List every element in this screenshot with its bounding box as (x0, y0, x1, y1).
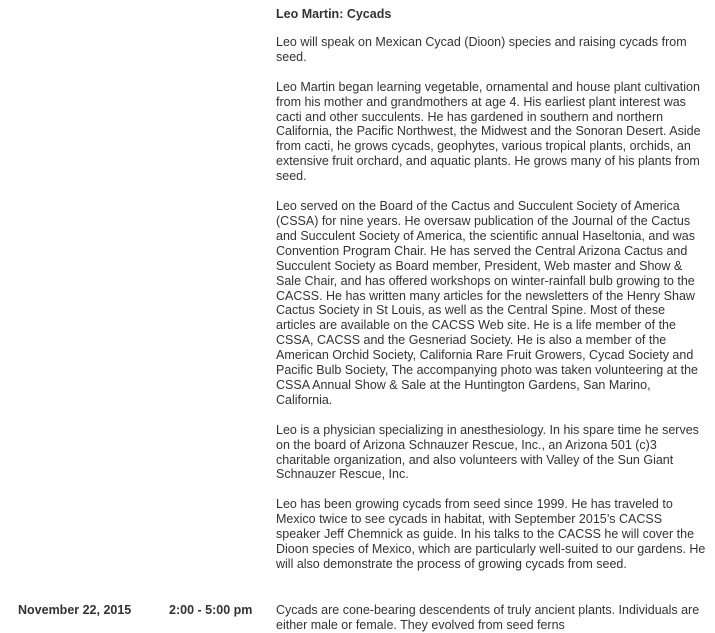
event-time: 2:00 - 5:00 pm (169, 603, 253, 617)
talk-summary-paragraph: Leo will speak on Mexican Cycad (Dioon) species and raising cycads from seed. (276, 34, 687, 64)
talk-title: Leo Martin: Cycads (276, 7, 392, 21)
event-date: November 22, 2015 (18, 603, 132, 617)
talk-description-column (276, 7, 708, 587)
speaker-profession-paragraph: Leo is a physician specializing in anesthesiology. In his spare time he serves on the board of Arizona Schnauzer Rescue, Inc., an Arizona 501 (c)3 charitable organization, and also volunteers with Valley of the Sun Giant Schnauzer Rescue, Inc. (276, 422, 699, 482)
speaker-background-paragraph: Leo Martin began learning vegetable, ornamental and house plant cultivation from his mother and grandmothers at age 4. His earliest plant interest was cacti and other succulents. He has gardened in southern and northern California, the Pacific Northwest, the Midwest and the Sonoran Desert. Aside from cacti, he grows cycads, geophytes, various tropical plants, orchids, an extensive fruit orchard, and aquatic plants. He grows many of his plants from seed. (276, 79, 701, 184)
speaker-cycads-paragraph: Leo has been growing cycads from seed since 1999. He has traveled to Mexico twice to see cycads in habitat, with September 2015’s CACSS speaker Jeff Chemnick as guide. In his talks to the CACSS he will cover the Dioon species of Mexico, which are particularly well-suited to our gardens. He will also demonstrate the process of growing cycads from seed. (276, 497, 706, 571)
speaker-service-paragraph: Leo served on the Board of the Cactus and Succulent Society of America (CSSA) for nine years. He oversaw publication of the Journal of the Cactus and Succulent Society of America, the scientific annual Haseltonia, and was Convention Program Chair. He has served the Central Arizona Cactus and Succulent Society as Board member, President, Web master and Show & Sale Chair, and has offered workshops on winter-rainfall bulb growing to the CACSS. He has written many articles for the newsletters of the Henry Shaw Cactus Society in St Louis, as well as the Central Spine. Most of these articles are available on the CACSS Web site. He is a life member of the CSSA, CACSS and the Gesneriad Society. He is also a member of the American Orchid Society, California Rare Fruit Growers, Cycad Society and Pacific Bulb Society, The accompanying photo was taken volunteering at the CSSA Annual Show & Sale at the Huntington Gardens, San Marino, California. (276, 199, 699, 407)
event-description: Cycads are cone-bearing descendents of truly ancient plants. Individuals are either male or female. They evolved from seed ferns (276, 603, 700, 632)
